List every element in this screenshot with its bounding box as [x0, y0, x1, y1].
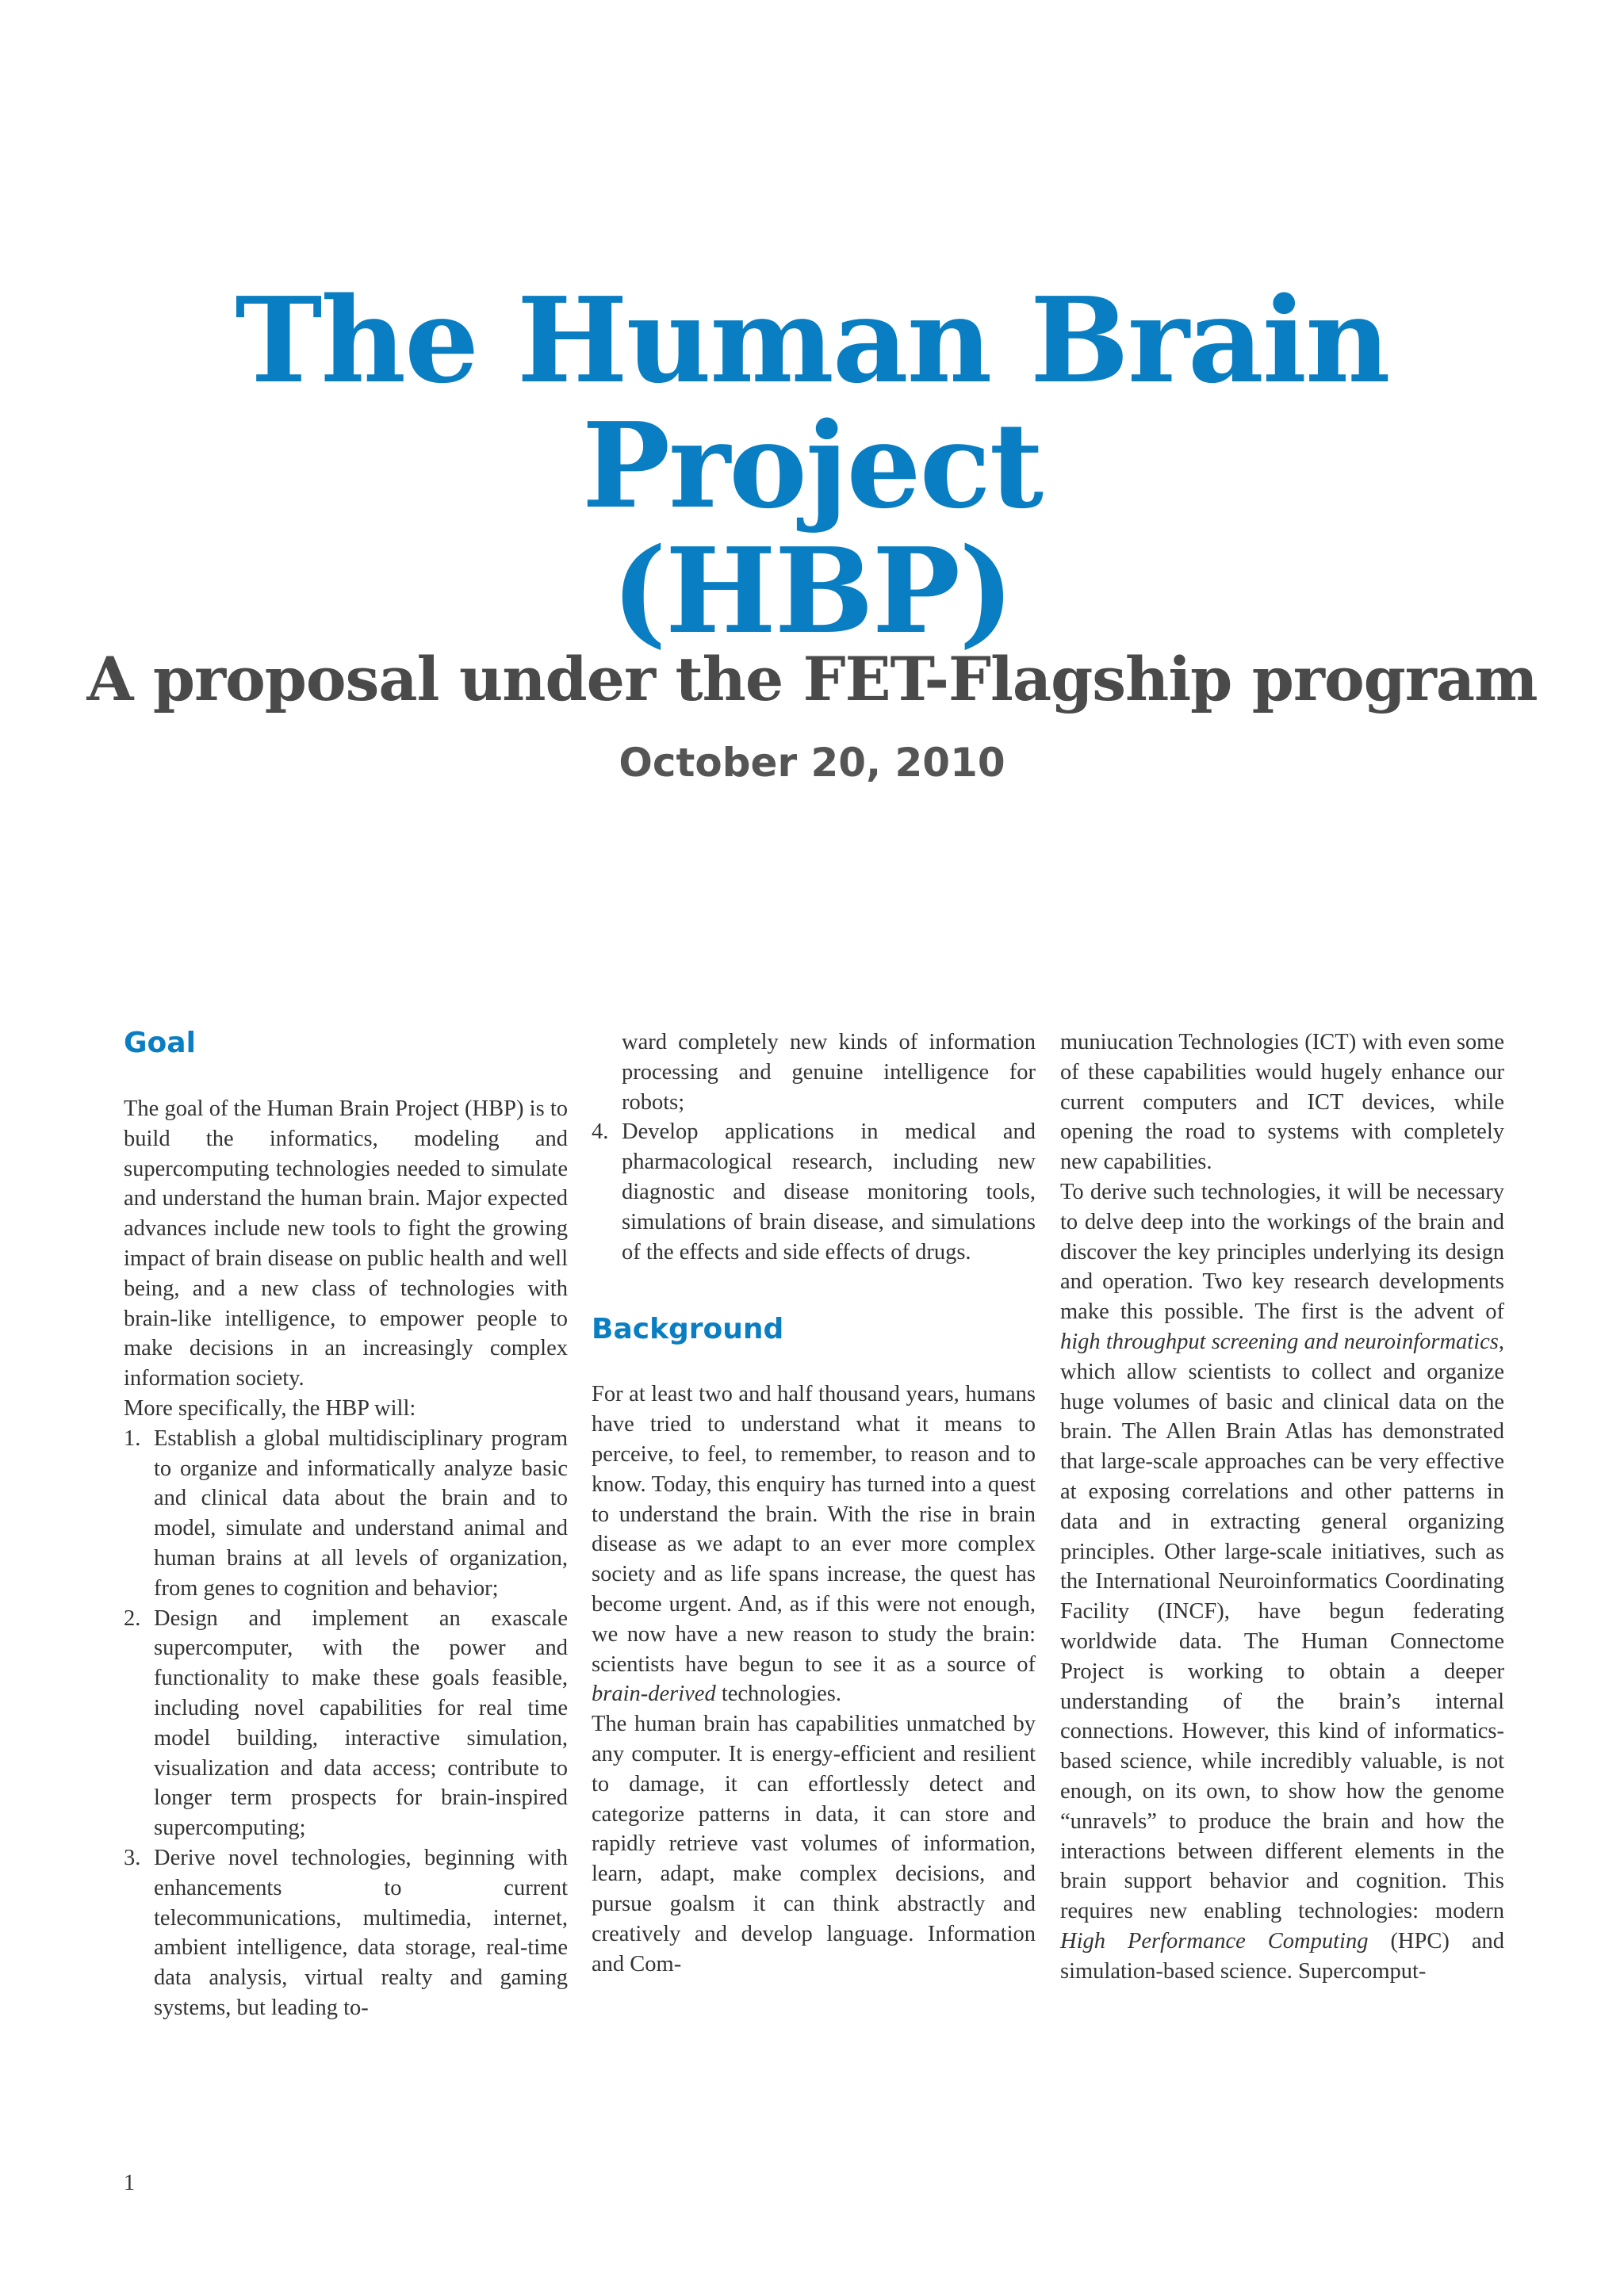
list-item: [124, 1604, 568, 1843]
emphasis-text: brain-derived: [592, 1682, 716, 1707]
list-item: [124, 1424, 568, 1604]
column-2: [592, 1027, 1036, 1979]
list-item-text: Derive novel technologies, beginning with enhancements to current telecommunications, multimedia, internet, ambient intelligence, data storage, real-time data analysis, virtual realty and gaming systems, but leading to-: [154, 1845, 568, 2020]
emphasis-text: High Performance Computing: [1060, 1928, 1369, 1954]
page-number: 1: [124, 2171, 135, 2195]
text-run: technologies.: [715, 1682, 842, 1707]
title-line-2: (HBP): [611, 522, 1013, 660]
document-subtitle: A proposal under the FET-Flagship program: [86, 644, 1538, 714]
background-paragraph-4: [1060, 1177, 1504, 1987]
list-item: [592, 1117, 1036, 1267]
text-run: , which allow scientists to collect and organize huge volumes of basic and clinical data on the brain. The Allen Brain Atlas has demonstrated that large-scale approaches can be very effective at exposing correlations and other patterns in data and in extracting general organizing principles. Other large-scale initiatives, such as the International Neuroinformatics Coordinating Facility (INCF), have begun federating worldwide data. The Human Connectome Project is working to obtain a deeper understanding of the brain’s internal connections. However, this kind of informatics-based science, while incredibly valuable, is not enough, on its own, to show how the genome “unravels” to produce the brain and how the interactions between different elements in the brain support behavior and cognition. This requires new enabling technologies: modern: [1060, 1329, 1504, 1924]
goal-list-continued: [592, 1027, 1036, 1267]
list-item-number: 2.: [124, 1605, 141, 1631]
section-heading-background: Background: [592, 1313, 784, 1346]
goal-lead-paragraph: More specifically, the HBP will:: [124, 1395, 416, 1421]
goal-intro-paragraph: The goal of the Human Brain Project (HBP) is to build the informatics, modeling and supercomputing technologies needed to simulate and understand the human brain. Major expected advances include new tools to fight the growing impact of brain disease on public health and well being, and a new class of technologies with brain-like intelligence, to empower people to make decisions in an increasingly complex information society.: [124, 1096, 568, 1391]
section-heading-goal: Goal: [124, 1027, 196, 1059]
list-item-text: Develop applications in medical and pharmacological research, including new diagnostic and disease monitoring tools, simulations of brain disease, and simulations of the effects and side effects of drugs.: [622, 1119, 1036, 1265]
list-item-text: Establish a global multidisciplinary program to organize and informatically analyze basic and clinical data about the brain and to model, simulate and understand animal and human brains at all levels of organization, from genes to cognition and behavior;: [154, 1425, 568, 1601]
list-item: [124, 1843, 568, 2023]
document-date: October 20, 2010: [619, 740, 1005, 786]
list-item-text: Design and implement an exascale supercomputer, with the power and functionality to make these goals feasible, including novel capabilities for real time model building, interactive simulation, visualization and data access; contribute to longer term prospects for brain-inspired supercomputing;: [154, 1605, 568, 1841]
column-1: [124, 1027, 568, 2023]
list-item-text: ward completely new kinds of information processing and genuine intelligence for robots;: [622, 1030, 1036, 1115]
list-item: [592, 1027, 1036, 1117]
title-line-1: The Human Brain Project: [235, 271, 1389, 534]
list-item-number: 4.: [592, 1119, 609, 1145]
column-3: [1060, 1027, 1504, 1987]
background-paragraph-3: muniucation Technologies (ICT) with even some of these capabilities would hugely enhance our current computers and ICT devices, while opening the road to systems with completely new capabilities.: [1060, 1030, 1504, 1175]
emphasis-text: high throughput screening and neuroinformatics: [1060, 1329, 1499, 1354]
list-item-number: 3.: [124, 1845, 141, 1870]
text-run: To derive such technologies, it will be necessary to delve deep into the workings of the brain and discover the key principles underlying its design and operation. Two key research developments make this possible. The first is the advent of: [1060, 1179, 1504, 1325]
list-item-number: 1.: [124, 1425, 141, 1451]
background-paragraph-2: The human brain has capabilities unmatched by any computer. It is energy-efficient and resilient to damage, it can effortlessly detect and categorize patterns in data, it can store and rapidly retrieve vast volumes of information, learn, adapt, make complex decisions, and pursue goalsm it can think abstractly and creatively and develop language. Information and Com-: [592, 1712, 1036, 1976]
background-paragraph-1: [592, 1380, 1036, 1709]
document-title: [79, 271, 1545, 660]
text-run: (HPC) and simulation-based science. Supercomput-: [1060, 1928, 1505, 1984]
text-run: For at least two and half thousand years, humans have tried to understand what it means to perceive, to feel, to remember, to reason and to know. Today, this enquiry has turned into a quest to understand the brain. With the rise in brain disease as we adapt to an ever more complex society and as life spans increase, the quest has become urgent. And, as if this were not enough, we now have a new reason to study the brain: scientists have begun to see it as a source of: [592, 1382, 1036, 1677]
goal-list: [124, 1424, 568, 2023]
